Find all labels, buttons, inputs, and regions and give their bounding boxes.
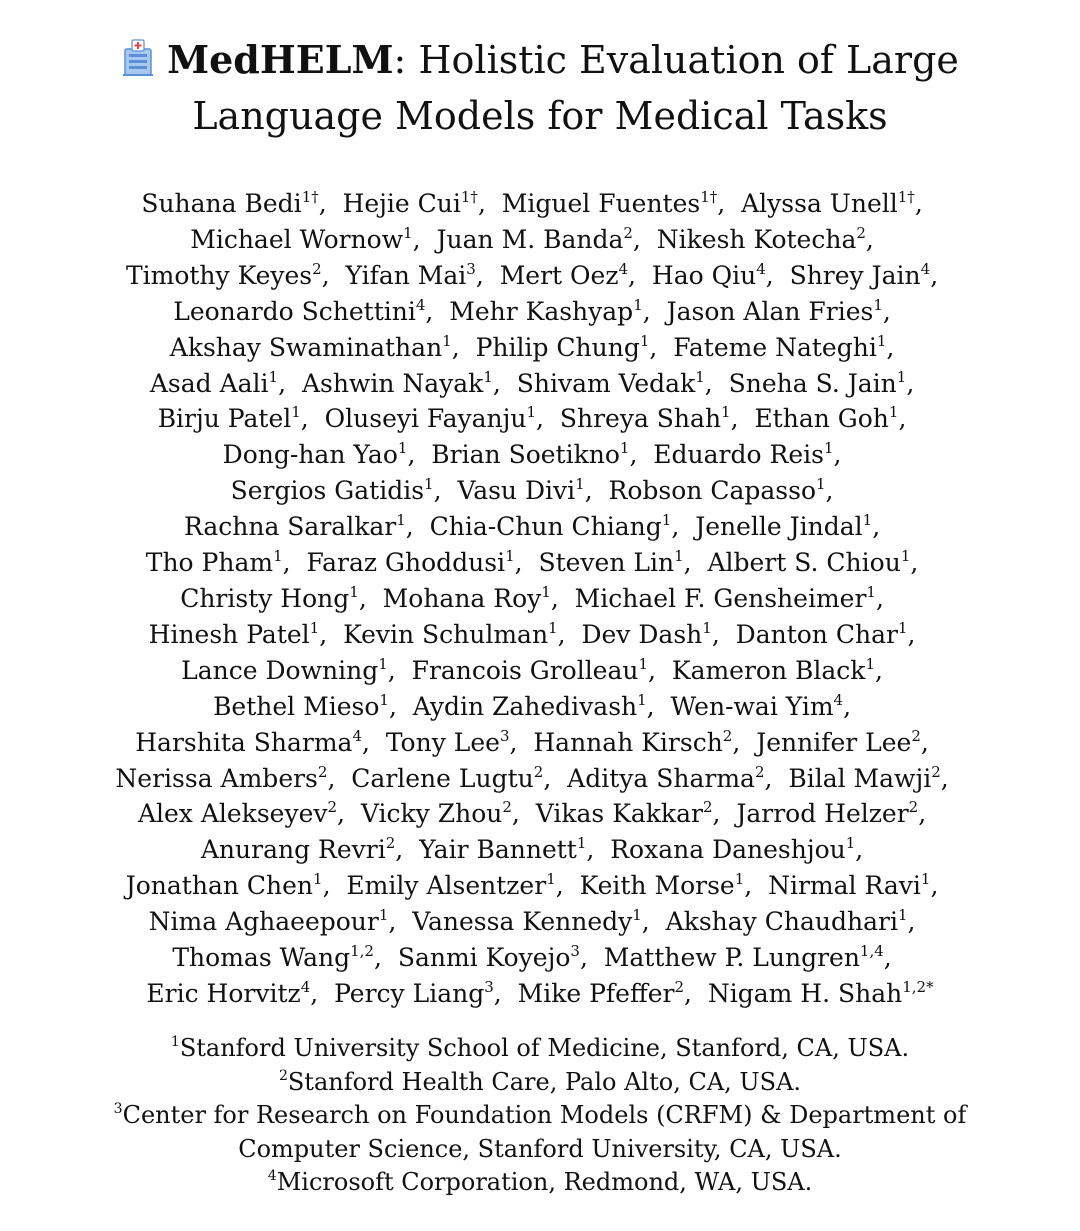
author-affiliation-mark: 1 xyxy=(546,870,556,889)
author-line xyxy=(0,401,1080,437)
author-name-text: Roxana Daneshjou xyxy=(610,835,846,865)
author-name: Fateme Nateghi$^1$, xyxy=(673,331,911,362)
author-affiliation-mark: 4 xyxy=(618,259,629,278)
author-line xyxy=(0,545,1080,581)
author-affiliation-mark: 1† xyxy=(301,188,319,206)
author-affiliation-mark: 1 xyxy=(575,475,585,494)
author-name-text: Hinesh Patel xyxy=(148,619,310,649)
author-affiliation-mark: 2 xyxy=(385,834,396,853)
author-affiliation-mark: 1 xyxy=(379,690,389,709)
author-line xyxy=(0,976,1080,1012)
author-name-text: Ethan Goh xyxy=(754,404,889,434)
author-affiliation-mark: 1 xyxy=(309,618,320,637)
affiliation-text: Computer Science, Stanford University, CA, USA. xyxy=(238,1134,842,1163)
author-affiliation-mark: 2 xyxy=(674,977,685,996)
author-affiliation-mark: 1 xyxy=(734,870,745,889)
author-name: Harshita Sharma$^4$, xyxy=(135,726,386,757)
author-affiliation-mark: 4 xyxy=(920,259,931,278)
author-affiliation-mark: 1 xyxy=(661,511,672,530)
author-name: Jason Alan Fries$^1$, xyxy=(666,295,907,326)
author-name: Asad Aali$^1$, xyxy=(149,367,302,398)
author-affiliation-mark: 1,4 xyxy=(859,942,884,961)
author-name-text: Leonardo Schettini xyxy=(173,296,416,326)
author-name: Alex Alekseyev$^2$, xyxy=(137,798,361,829)
author-name: Vasu Divi$^1$, xyxy=(457,475,609,506)
author-affiliation-mark: 4 xyxy=(352,726,362,745)
author-affiliation-mark: 1 xyxy=(888,403,899,422)
author-affiliation-mark: 1 xyxy=(378,654,388,673)
author-line xyxy=(0,689,1080,725)
author-affiliation-mark: 1 xyxy=(865,654,875,673)
author-name: Tony Lee$^3$, xyxy=(385,726,534,757)
author-name-text: Mert Oez xyxy=(499,260,619,290)
author-name-text: Jennifer Lee xyxy=(756,727,912,757)
author-name: Matthew P. Lungren$^{1,4}$, xyxy=(603,942,908,973)
author-affiliation-mark: 1 xyxy=(639,331,650,350)
author-name-text: Miguel Fuentes xyxy=(501,189,701,218)
author-name: Thomas Wang$^{1,2}$, xyxy=(172,942,398,973)
author-line xyxy=(0,294,1080,330)
author-name-text: Faraz Ghoddusi xyxy=(306,548,506,578)
author-name-text: Kevin Schulman xyxy=(343,619,549,649)
author-name-text: Percy Liang xyxy=(334,978,485,1008)
author-affiliation-mark: 1 xyxy=(378,906,389,925)
author-affiliation-mark: 1 xyxy=(548,618,558,637)
author-name: Dong-han Yao$^1$, xyxy=(222,439,432,470)
author-name-text: Vikas Kakkar xyxy=(535,799,703,829)
author-name-text: Kameron Black xyxy=(671,655,866,685)
author-affiliation-mark: 2 xyxy=(754,762,765,781)
author-name: Aydin Zahedivash$^1$, xyxy=(412,690,671,721)
author-name-text: Chia-Chun Chiang xyxy=(429,512,662,542)
author-affiliation-mark: 1 xyxy=(702,618,712,637)
author-affiliation-mark: 2 xyxy=(327,798,338,817)
author-line xyxy=(0,832,1080,868)
author-line xyxy=(0,904,1080,940)
author-name-text: Asad Aali xyxy=(149,368,269,398)
author-name: Hao Qiu$^4$, xyxy=(651,259,790,290)
author-name: Jarrod Helzer$^2$, xyxy=(736,798,943,829)
title-line-1 xyxy=(0,32,1080,88)
affiliation xyxy=(0,1166,1080,1200)
title-rest: : Holistic Evaluation of Large xyxy=(393,38,959,82)
author-name-text: Sergios Gatidis xyxy=(230,476,425,506)
affiliation-number: 2 xyxy=(278,1067,288,1084)
author-name-text: Akshay Swaminathan xyxy=(169,332,443,362)
affiliation xyxy=(0,1133,1080,1167)
author-name-text: Fateme Nateghi xyxy=(673,332,877,362)
author-line xyxy=(0,940,1080,976)
author-name-text: Matthew P. Lungren xyxy=(603,943,860,973)
author-name-text: Ashwin Nayak xyxy=(301,368,484,398)
author-name-text: Alyssa Unell xyxy=(741,189,898,218)
author-name-text: Tony Lee xyxy=(385,727,500,757)
author-name-text: Hejie Cui xyxy=(342,189,461,218)
author-affiliation-mark: 1 xyxy=(273,547,283,566)
author-affiliation-mark: 1 xyxy=(816,475,826,494)
author-name-text: Hannah Kirsch xyxy=(533,727,723,757)
author-line xyxy=(0,222,1080,258)
affiliation xyxy=(0,1066,1080,1100)
author-name: Akshay Chaudhari$^1$, xyxy=(665,906,932,937)
author-name-text: Vasu Divi xyxy=(457,476,576,506)
author-affiliation-mark: 2 xyxy=(931,762,941,781)
author-name-text: Juan M. Banda xyxy=(436,224,624,254)
author-name-text: Lance Downing xyxy=(181,655,379,685)
author-affiliation-mark: 2 xyxy=(317,762,328,781)
author-name-text: Rachna Saralkar xyxy=(183,512,397,542)
author-affiliation-mark: 1† xyxy=(897,188,915,206)
author-name: Birju Patel$^1$, xyxy=(157,403,325,434)
author-name: Jenelle Jindal$^1$, xyxy=(695,511,897,542)
author-name-text: Harshita Sharma xyxy=(135,727,353,757)
author-name: Ashwin Nayak$^1$, xyxy=(301,367,517,398)
affiliation-number: 1 xyxy=(170,1034,180,1050)
author-affiliation-mark: 3 xyxy=(484,977,494,996)
author-name-text: Michael Wornow xyxy=(190,224,404,254)
author-name: Emily Alsentzer$^1$, xyxy=(346,870,580,901)
author-name-text: Bethel Mieso xyxy=(213,691,380,721)
author-affiliation-mark: 1 xyxy=(349,582,359,601)
author-name: Albert S. Chiou$^1$, xyxy=(707,547,935,578)
author-name: Kevin Schulman$^1$, xyxy=(343,618,582,649)
author-name: Alyssa Unell$^{1\dagger}$, xyxy=(741,188,939,218)
author-affiliation-mark: 1 xyxy=(576,834,587,853)
author-affiliation-mark: 1 xyxy=(268,367,279,386)
author-affiliation-mark: 1 xyxy=(897,906,908,925)
author-name-text: Shrey Jain xyxy=(789,260,921,290)
author-name: Wen-wai Yim$^4$, xyxy=(670,690,867,721)
author-name: Danton Char$^1$, xyxy=(735,618,932,649)
author-name: Hannah Kirsch$^2$, xyxy=(533,726,757,757)
author-affiliation-mark: 1 xyxy=(674,547,684,566)
author-affiliation-mark: 2 xyxy=(908,798,919,817)
author-name-text: Timothy Keyes xyxy=(125,260,313,290)
author-name-text: Mohana Roy xyxy=(382,583,542,613)
author-name-text: Albert S. Chiou xyxy=(707,548,901,578)
author-name: Bethel Mieso$^1$, xyxy=(213,690,413,721)
author-affiliation-mark: 4 xyxy=(833,690,844,709)
author-name: Sanmi Koyejo$^3$, xyxy=(397,942,604,973)
author-affiliation-mark: 1 xyxy=(291,403,301,422)
author-name-text: Nirmal Ravi xyxy=(768,871,921,901)
author-affiliation-mark: 2 xyxy=(502,798,512,817)
author-name: Nerissa Ambers$^2$, xyxy=(115,762,352,793)
author-name-text: Sneha S. Jain xyxy=(728,368,897,398)
author-affiliation-mark: 1 xyxy=(721,403,731,422)
author-name: Shivam Vedak$^1$, xyxy=(516,367,729,398)
author-affiliation-mark: 3 xyxy=(570,942,580,961)
author-name: Yifan Mai$^3$, xyxy=(345,259,500,290)
author-name-text: Christy Hong xyxy=(180,583,350,613)
author-affiliation-mark: 4 xyxy=(415,295,426,314)
author-name: Yair Bannett$^1$, xyxy=(419,834,611,865)
author-name: Nima Aghaeepour$^1$, xyxy=(148,906,413,937)
author-affiliation-mark: 1† xyxy=(460,188,478,206)
author-affiliation-mark: 1 xyxy=(442,331,452,350)
author-name-text: Alex Alekseyev xyxy=(137,799,328,829)
author-line xyxy=(0,868,1080,904)
author-name-text: Mehr Kashyap xyxy=(449,296,634,326)
author-name: Percy Liang$^3$, xyxy=(334,977,518,1008)
author-name-text: Yair Bannett xyxy=(419,835,577,865)
author-name-text: Danton Char xyxy=(735,619,898,649)
author-affiliation-mark: 2 xyxy=(702,798,713,817)
author-affiliation-mark: 1 xyxy=(695,367,705,386)
author-name: Vikas Kakkar$^2$, xyxy=(535,798,737,829)
author-name: Hinesh Patel$^1$, xyxy=(148,618,344,649)
author-name: Mert Oez$^4$, xyxy=(499,259,652,290)
author-line xyxy=(0,653,1080,689)
author-name-text: Thomas Wang xyxy=(172,943,351,973)
author-name: Carlene Lugtu$^2$, xyxy=(351,762,568,793)
author-name: Akshay Swaminathan$^1$, xyxy=(169,331,476,362)
author-name-text: Carlene Lugtu xyxy=(351,763,534,793)
author-name: Bilal Mawji$^2$, xyxy=(788,762,965,793)
author-name: Vicky Zhou$^2$, xyxy=(360,798,536,829)
author-name-text: Jarrod Helzer xyxy=(736,799,909,829)
author-affiliation-mark: 1,2 xyxy=(350,942,374,961)
author-affiliation-mark: 3 xyxy=(466,259,476,278)
author-name: Roxana Daneshjou$^1$, xyxy=(610,834,880,865)
author-name: Tho Pham$^1$, xyxy=(145,547,307,578)
author-name-text: Vanessa Kennedy xyxy=(412,907,633,937)
affiliation-number: 4 xyxy=(267,1168,277,1184)
author-name-text: Nikesh Kotecha xyxy=(656,224,857,254)
author-name-text: Hao Qiu xyxy=(651,260,757,290)
author-name: Mohana Roy$^1$, xyxy=(382,582,575,613)
author-name: Mehr Kashyap$^1$, xyxy=(449,295,667,326)
author-name: Eduardo Reis$^1$, xyxy=(653,439,858,470)
author-name-text: Michael F. Gensheimer xyxy=(574,583,867,613)
author-affiliation-mark: 1 xyxy=(862,511,873,530)
author-name: Suhana Bedi$^{1\dagger}$, xyxy=(141,188,343,218)
affiliation xyxy=(0,1099,1080,1133)
author-name-text: Wen-wai Yim xyxy=(670,691,834,721)
author-name: Robson Capasso$^1$, xyxy=(608,475,850,506)
author-name: Shreya Shah$^1$, xyxy=(559,403,755,434)
affiliation xyxy=(0,1032,1080,1066)
author-line xyxy=(0,330,1080,366)
author-name-text: Oluseyi Fayanju xyxy=(324,404,527,434)
author-affiliation-mark: 1 xyxy=(526,403,537,422)
affiliation-text: Stanford Health Care, Palo Alto, CA, USA. xyxy=(287,1067,802,1096)
author-affiliation-mark: 1 xyxy=(541,582,551,601)
author-name-text: Aditya Sharma xyxy=(567,763,755,793)
hospital-building-icon xyxy=(121,39,155,77)
author-name: Aditya Sharma$^2$, xyxy=(567,762,789,793)
author-line xyxy=(0,796,1080,832)
author-name: Eric Horvitz$^4$, xyxy=(146,977,335,1008)
author-affiliation-mark: 3 xyxy=(499,726,510,745)
author-name xyxy=(708,979,934,1008)
author-affiliation-mark: 1 xyxy=(619,439,630,458)
affiliation-number: 3 xyxy=(113,1101,123,1117)
author-name: Brian Soetikno$^1$, xyxy=(431,439,654,470)
author-affiliation-mark: 1 xyxy=(845,834,856,853)
affiliation-text: Stanford University School of Medicine, Stanford, CA, USA. xyxy=(179,1034,910,1062)
author-name-text: Robson Capasso xyxy=(608,476,816,506)
author-name: Leonardo Schettini$^4$, xyxy=(173,295,450,326)
author-affiliation-mark: 1 xyxy=(866,582,876,601)
author-name: Timothy Keyes$^2$, xyxy=(125,259,346,290)
author-name: Ethan Goh$^1$, xyxy=(754,403,923,434)
author-name: Michael F. Gensheimer$^1$, xyxy=(574,582,900,613)
author-name-text: Anurang Revri xyxy=(200,835,386,865)
author-affiliation-mark: 2 xyxy=(623,223,633,242)
author-affiliation-mark: 1 xyxy=(483,367,493,386)
author-name-text: Keith Morse xyxy=(579,871,735,901)
author-name: Michael Wornow$^1$, xyxy=(190,223,437,254)
author-name: Hejie Cui$^{1\dagger}$, xyxy=(342,188,502,218)
author-affiliation-mark: 1 xyxy=(632,906,642,925)
author-affiliation-mark: 1 xyxy=(897,618,908,637)
author-line xyxy=(0,509,1080,545)
author-name-text: Dev Dash xyxy=(581,619,703,649)
author-line xyxy=(0,617,1080,653)
paper-title xyxy=(0,32,1080,144)
author-name: Oluseyi Fayanju$^1$, xyxy=(324,403,560,434)
author-affiliation-mark: 2 xyxy=(856,223,866,242)
author-affiliation-mark: 1,2* xyxy=(902,977,934,996)
author-name-text: Nima Aghaeepour xyxy=(148,907,379,937)
author-name-text: Emily Alsentzer xyxy=(346,871,547,901)
author-name: Christy Hong$^1$, xyxy=(180,582,383,613)
author-affiliation-mark: 1 xyxy=(424,475,434,494)
author-name-text: Dong-han Yao xyxy=(222,440,398,470)
author-line xyxy=(0,581,1080,617)
author-line xyxy=(0,725,1080,761)
author-name-text: Birju Patel xyxy=(157,404,292,434)
author-name: Steven Lin$^1$, xyxy=(538,547,708,578)
affiliation-list xyxy=(0,1032,1080,1200)
author-line xyxy=(0,258,1080,294)
author-affiliation-mark: 1 xyxy=(896,367,907,386)
author-name: Shrey Jain$^4$, xyxy=(789,259,955,290)
title-bold-name: MedHELM xyxy=(167,37,394,82)
author-name: Vanessa Kennedy$^1$, xyxy=(412,906,666,937)
author-name: Anurang Revri$^2$, xyxy=(200,834,420,865)
author-name: Nirmal Ravi$^1$, xyxy=(768,870,955,901)
author-name-text: Shivam Vedak xyxy=(516,368,696,398)
author-name-text: Akshay Chaudhari xyxy=(665,907,898,937)
author-line xyxy=(0,437,1080,473)
author-name: Juan M. Banda$^2$, xyxy=(436,223,657,254)
author-affiliation-mark: 4 xyxy=(300,977,311,996)
author-affiliation-mark: 1 xyxy=(876,331,887,350)
author-name: Sergios Gatidis$^1$, xyxy=(230,475,458,506)
author-name-text: Eric Horvitz xyxy=(146,978,301,1008)
author-name: Francois Grolleau$^1$, xyxy=(411,654,672,685)
author-name-text: Jonathan Chen xyxy=(125,871,314,901)
author-name: Jonathan Chen$^1$, xyxy=(125,870,347,901)
author-name-text: Bilal Mawji xyxy=(788,763,932,793)
author-name-text: Aydin Zahedivash xyxy=(412,691,638,721)
author-line xyxy=(0,761,1080,797)
author-affiliation-mark: 1 xyxy=(900,547,911,566)
author-name-text: Suhana Bedi xyxy=(141,189,302,218)
author-name: Nikesh Kotecha$^2$, xyxy=(656,223,890,254)
author-affiliation-mark: 1 xyxy=(873,295,883,314)
author-affiliation-mark: 4 xyxy=(756,259,766,278)
author-name-text: Philip Chung xyxy=(475,332,640,362)
author-name: Miguel Fuentes$^{1\dagger}$, xyxy=(501,188,742,218)
author-name-text: Vicky Zhou xyxy=(360,799,503,829)
author-affiliation-mark: 1 xyxy=(403,223,413,242)
author-affiliation-mark: 2 xyxy=(312,259,322,278)
author-name-text: Nerissa Ambers xyxy=(115,763,318,793)
author-name-text: Brian Soetikno xyxy=(431,440,620,470)
author-name-text: Jenelle Jindal xyxy=(695,512,863,542)
author-affiliation-mark: 1 xyxy=(638,654,649,673)
author-affiliation-mark: 1† xyxy=(700,188,718,206)
author-affiliation-mark: 1 xyxy=(396,511,406,530)
author-name-text: Jason Alan Fries xyxy=(666,296,874,326)
author-affiliation-mark: 2 xyxy=(533,762,544,781)
author-name: Faraz Ghoddusi$^1$, xyxy=(306,547,539,578)
author-name: Kameron Black$^1$, xyxy=(671,654,899,685)
author-name-text: Tho Pham xyxy=(145,548,274,578)
author-line xyxy=(0,186,1080,222)
title-line-2: Language Models for Medical Tasks xyxy=(192,94,888,138)
author-name: Keith Morse$^1$, xyxy=(579,870,769,901)
author-affiliation-mark: 1 xyxy=(397,439,408,458)
author-affiliation-mark: 1 xyxy=(505,547,515,566)
author-affiliation-mark: 1 xyxy=(920,870,931,889)
author-name: Philip Chung$^1$, xyxy=(475,331,674,362)
author-affiliation-mark: 1 xyxy=(633,295,643,314)
author-name-text: Sanmi Koyejo xyxy=(397,943,571,973)
author-name: Chia-Chun Chiang$^1$, xyxy=(429,511,696,542)
author-name-text: Francois Grolleau xyxy=(411,655,639,685)
affiliation-text: Microsoft Corporation, Redmond, WA, USA. xyxy=(276,1168,813,1196)
affiliation-text: Center for Research on Foundation Models (CRFM) & Department of xyxy=(122,1101,967,1129)
author-affiliation-mark: 2 xyxy=(722,726,733,745)
author-list xyxy=(0,186,1080,1012)
author-affiliation-mark: 2 xyxy=(911,726,921,745)
author-name: Sneha S. Jain$^1$, xyxy=(728,367,931,398)
author-affiliation-mark: 1 xyxy=(313,870,323,889)
author-name-text: Yifan Mai xyxy=(345,260,467,290)
author-name-text: Nigam H. Shah xyxy=(707,978,903,1008)
author-affiliation-mark: 1 xyxy=(823,439,834,458)
author-name-text: Eduardo Reis xyxy=(653,440,824,470)
author-name-text: Shreya Shah xyxy=(559,404,722,434)
author-affiliation-mark: 1 xyxy=(637,690,647,709)
author-name: Rachna Saralkar$^1$, xyxy=(183,511,430,542)
author-name-text: Mike Pfeffer xyxy=(517,978,675,1008)
author-name: Mike Pfeffer$^2$, xyxy=(517,977,708,1008)
author-line xyxy=(0,366,1080,402)
author-name: Jennifer Lee$^2$, xyxy=(756,726,945,757)
author-line xyxy=(0,473,1080,509)
author-name-text: Steven Lin xyxy=(538,548,675,578)
author-name: Dev Dash$^1$, xyxy=(581,618,736,649)
author-name: Lance Downing$^1$, xyxy=(181,654,412,685)
